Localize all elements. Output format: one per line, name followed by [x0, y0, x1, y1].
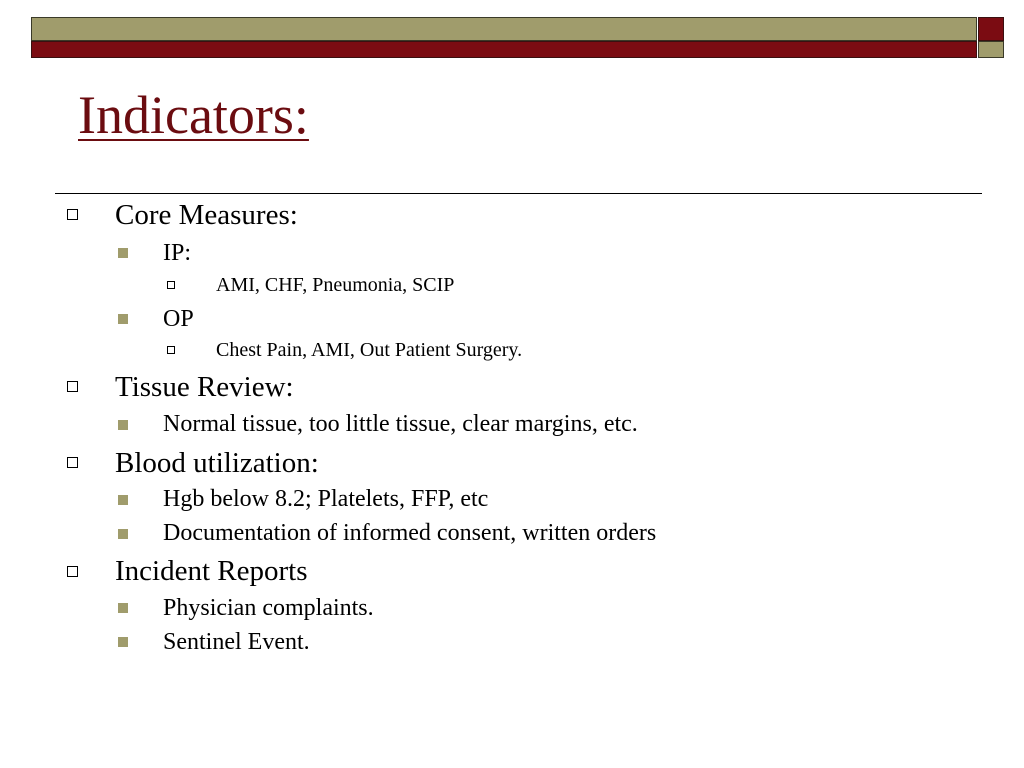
filled-square-bullet-icon	[118, 248, 128, 258]
filled-square-bullet-icon	[118, 314, 128, 324]
sub-bullet-normal-tissue: Normal tissue, too little tissue, clear margins, etc.	[163, 411, 638, 437]
sub-bullet-hgb: Hgb below 8.2; Platelets, FFP, etc	[163, 486, 489, 512]
filled-square-bullet-icon	[118, 529, 128, 539]
bullet-core-measures: Core Measures:	[115, 199, 298, 231]
filled-square-bullet-icon	[118, 603, 128, 613]
small-hollow-square-bullet-icon	[167, 281, 175, 289]
sub-sub-bullet-ip-measures: AMI, CHF, Pneumonia, SCIP	[216, 274, 455, 296]
small-hollow-square-bullet-icon	[167, 346, 175, 354]
sub-bullet-ip: IP:	[163, 240, 192, 266]
hollow-square-bullet-icon	[67, 566, 78, 577]
sub-bullet-documentation: Documentation of informed consent, written orders	[163, 520, 657, 546]
sub-bullet-physician-complaints: Physician complaints.	[163, 595, 374, 621]
hollow-square-bullet-icon	[67, 457, 78, 468]
filled-square-bullet-icon	[118, 420, 128, 430]
slide-title: Indicators:	[78, 85, 309, 145]
bullet-blood-utilization: Blood utilization:	[115, 447, 319, 479]
hollow-square-bullet-icon	[67, 209, 78, 220]
filled-square-bullet-icon	[118, 637, 128, 647]
sub-sub-bullet-op-measures: Chest Pain, AMI, Out Patient Surgery.	[216, 339, 523, 361]
bullet-tissue-review: Tissue Review:	[115, 371, 294, 403]
filled-square-bullet-icon	[118, 495, 128, 505]
sub-bullet-sentinel-event: Sentinel Event.	[163, 629, 310, 655]
hollow-square-bullet-icon	[67, 381, 78, 392]
sub-bullet-op: OP	[163, 306, 194, 332]
bullet-incident-reports: Incident Reports	[115, 555, 308, 587]
